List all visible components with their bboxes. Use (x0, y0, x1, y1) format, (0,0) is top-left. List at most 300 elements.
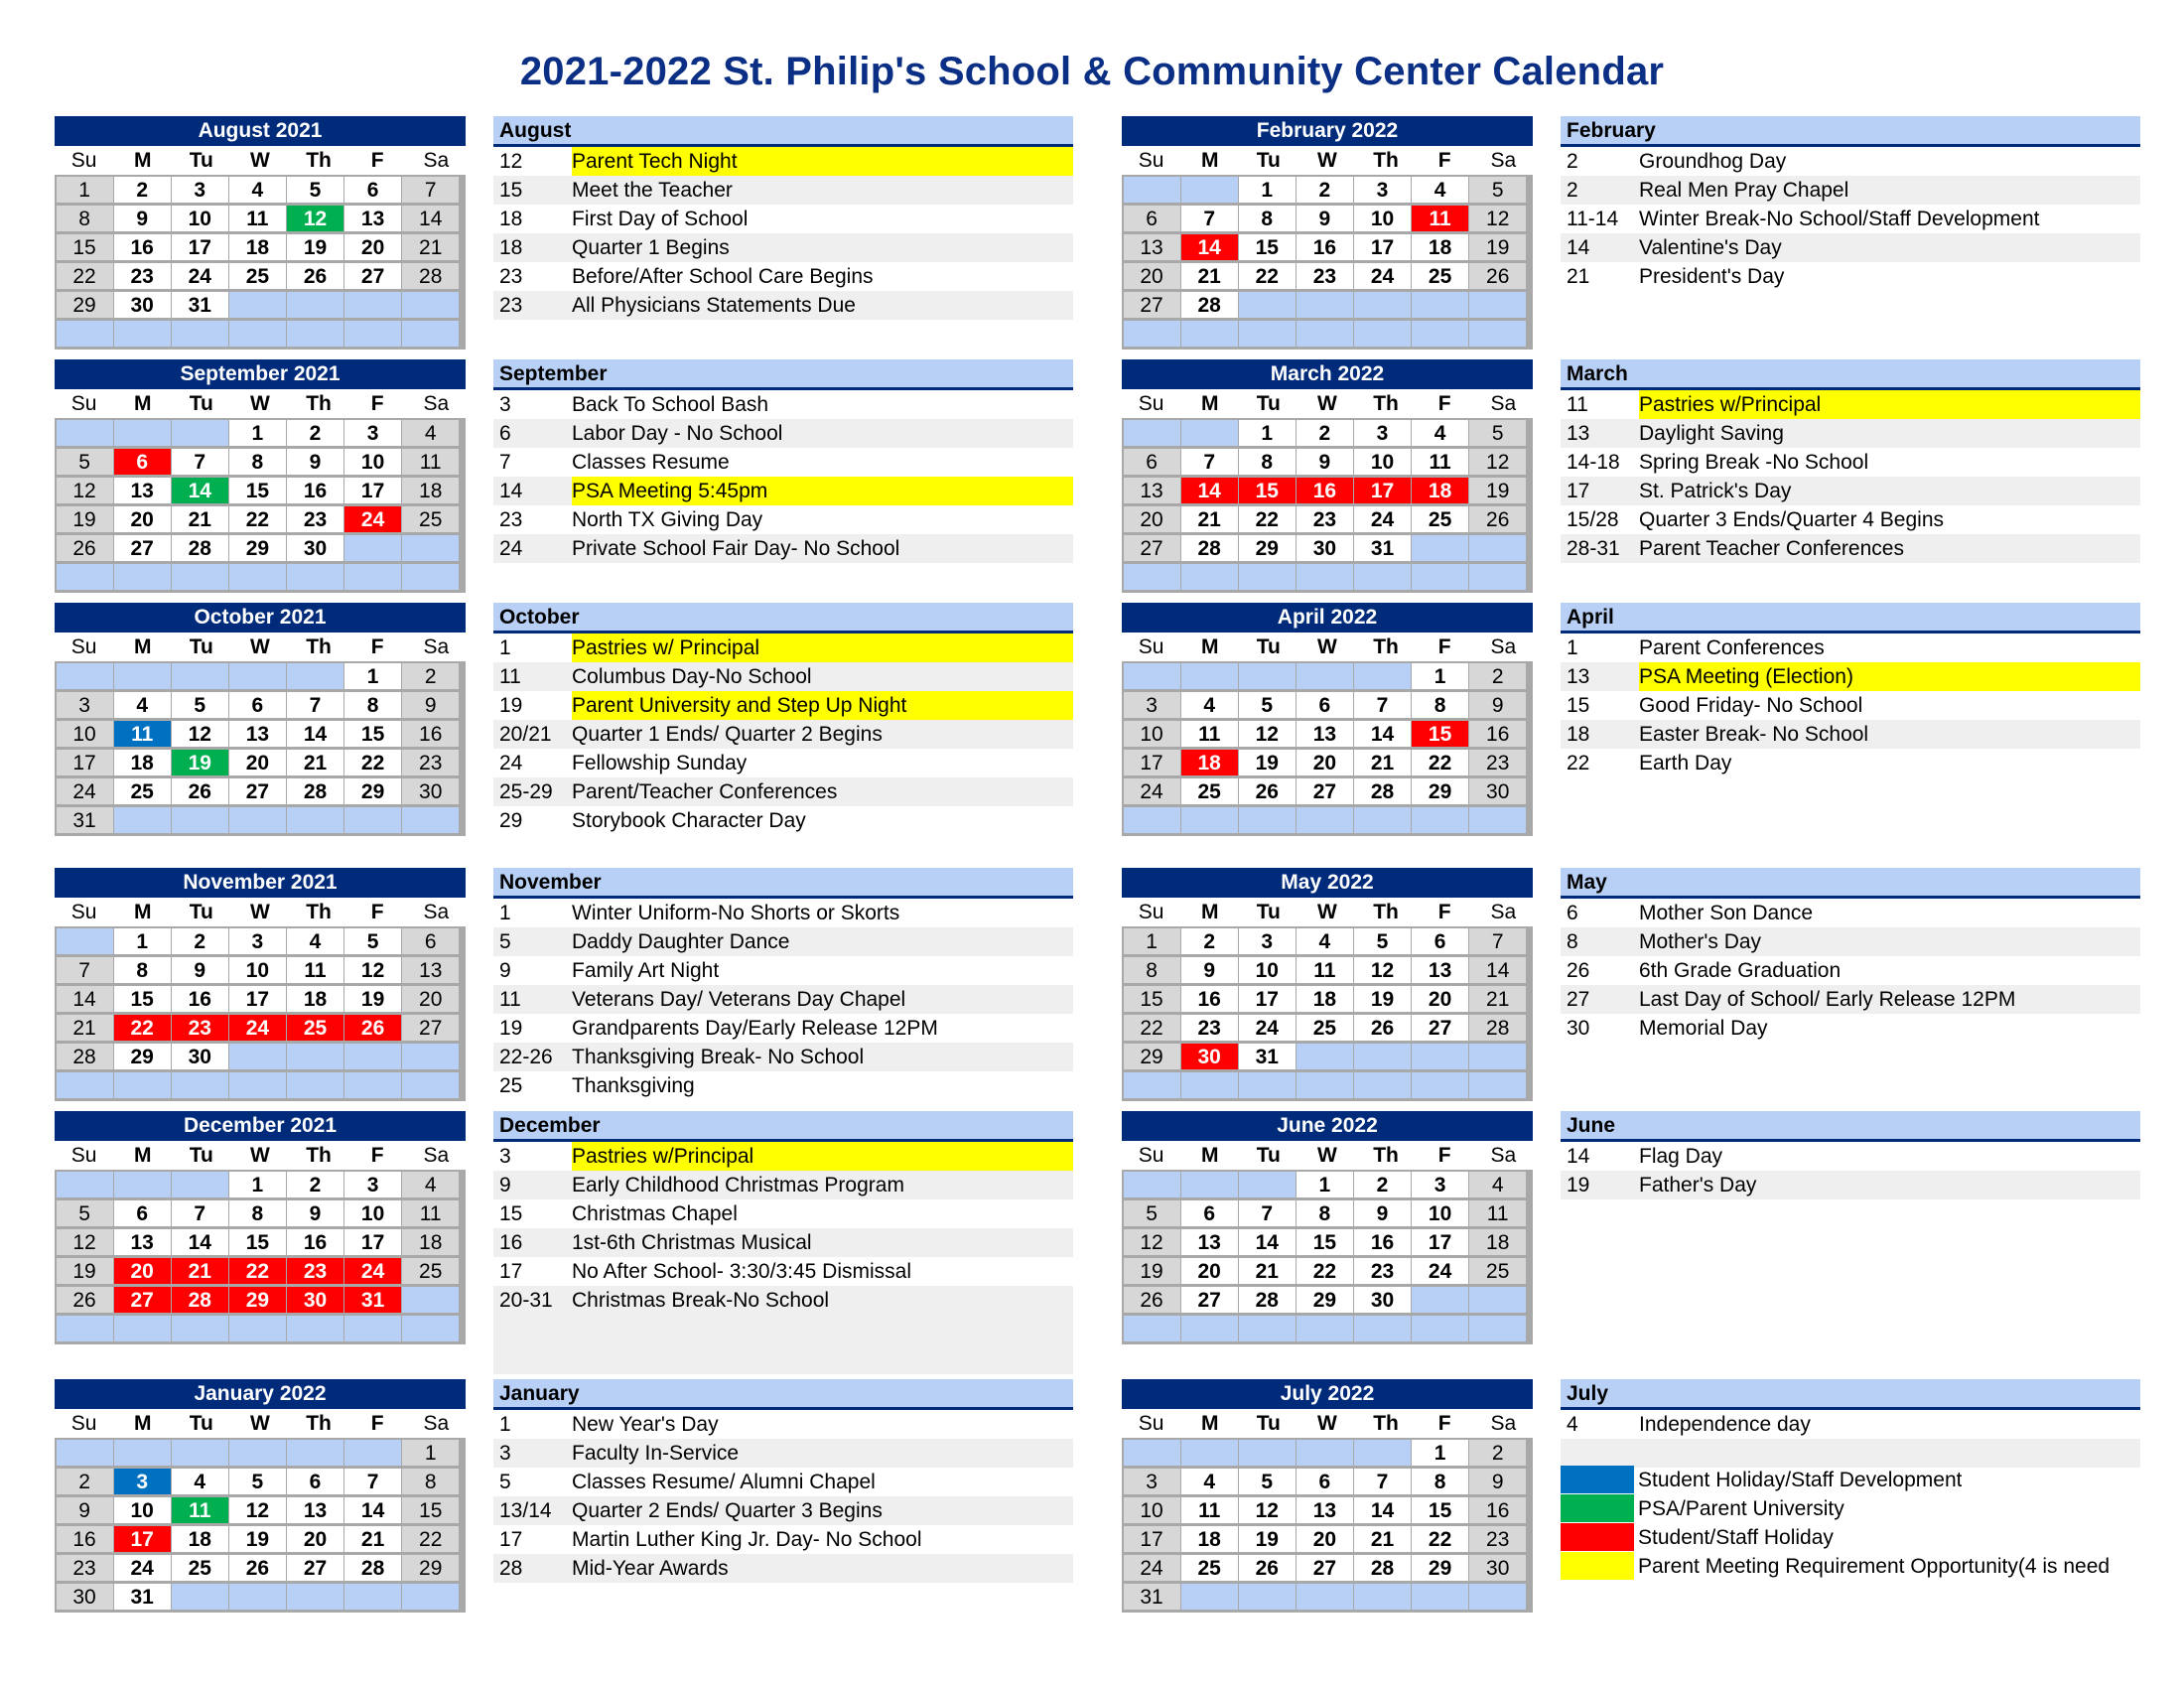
day-cell: 12 (57, 1229, 113, 1255)
event-row (493, 1071, 1073, 1100)
day-cell (1239, 1584, 1296, 1610)
day-cell: 19 (344, 986, 401, 1012)
day-cell (1239, 1440, 1296, 1466)
day-cell: 14 (1354, 721, 1411, 747)
weekday-label: Tu (1256, 149, 1281, 172)
day-cell (1181, 663, 1238, 689)
day-cell: 16 (1469, 721, 1526, 747)
day-cell: 19 (1469, 478, 1526, 503)
event-name: Groundhog Day (1639, 150, 1787, 173)
event-date: 14 (1567, 236, 1590, 259)
day-cell (402, 1584, 459, 1610)
event-date: 7 (499, 451, 511, 474)
weekday-label: W (1317, 149, 1337, 172)
day-cell: 1 (229, 420, 286, 446)
day-cell: 12 (1469, 449, 1526, 475)
weekday-label: M (1200, 1144, 1219, 1167)
day-cell: 6 (287, 1469, 343, 1494)
event-date: 29 (499, 809, 523, 832)
day-cell: 5 (1354, 928, 1411, 954)
event-row (493, 1171, 1073, 1199)
event-date: 9 (499, 1174, 511, 1196)
day-cell: 19 (1124, 1258, 1180, 1284)
day-cell: 10 (1354, 206, 1411, 231)
day-cell: 5 (1469, 420, 1526, 446)
event-row (493, 147, 1073, 176)
weekday-label: Tu (189, 392, 213, 415)
day-cell: 2 (287, 1172, 343, 1197)
event-name: Good Friday- No School (1639, 694, 1863, 717)
week-row (56, 505, 465, 534)
week-row (1123, 806, 1532, 835)
day-cell (344, 1044, 401, 1069)
event-date: 8 (1567, 930, 1578, 953)
event-date: 6 (499, 422, 511, 445)
day-cell: 6 (114, 449, 171, 475)
events-title: March (1561, 359, 2140, 390)
day-cell (1354, 1440, 1411, 1466)
month-events (1561, 359, 2140, 563)
day-cell: 27 (114, 535, 171, 561)
day-cell (114, 807, 171, 833)
day-cell: 7 (402, 177, 459, 203)
event-name: Pastries w/Principal (572, 1142, 1073, 1171)
day-cell: 8 (1412, 692, 1468, 718)
event-row (1561, 262, 2140, 291)
day-cell (287, 1316, 343, 1341)
day-cell (1124, 1440, 1180, 1466)
day-cell (1412, 807, 1468, 833)
day-cell: 9 (1354, 1200, 1411, 1226)
month-calendar (1122, 603, 1533, 836)
day-cell (1297, 292, 1353, 318)
day-cell (1469, 807, 1526, 833)
month-days (55, 661, 466, 836)
event-row (493, 1496, 1073, 1525)
day-cell (172, 420, 228, 446)
event-date: 1 (499, 1413, 511, 1436)
day-cell: 12 (172, 721, 228, 747)
month-days (1122, 175, 1533, 350)
event-row (1561, 749, 2140, 777)
day-cell: 4 (402, 420, 459, 446)
weekday-label: W (1317, 392, 1337, 415)
event-name: No After School- 3:30/3:45 Dismissal (572, 1260, 911, 1283)
week-row (1123, 777, 1532, 806)
page-title: 2021-2022 St. Philip's School & Community Center Calendar (519, 50, 1665, 93)
day-cell (172, 1440, 228, 1466)
day-cell: 25 (114, 778, 171, 804)
weekday-label: W (250, 1144, 270, 1167)
day-cell: 6 (402, 928, 459, 954)
day-cell (1297, 1316, 1353, 1341)
day-cell: 2 (287, 420, 343, 446)
weekday-label: Su (70, 901, 97, 923)
event-row (1561, 390, 2140, 419)
day-cell (229, 1584, 286, 1610)
event-name: Quarter 1 Ends/ Quarter 2 Begins (572, 723, 883, 746)
week-row (1123, 1315, 1532, 1343)
month-calendar (1122, 1111, 1533, 1344)
weekday-label: F (1437, 1412, 1451, 1435)
month-events (1561, 603, 2140, 777)
day-cell: 7 (344, 1469, 401, 1494)
event-name: Pastries w/Principal (1639, 390, 2140, 419)
event-date: 14-18 (1567, 451, 1620, 474)
event-row (493, 1439, 1073, 1468)
event-name: All Physicians Statements Due (572, 294, 856, 317)
day-cell: 1 (229, 1172, 286, 1197)
event-name: Real Men Pray Chapel (1639, 179, 1849, 202)
day-cell: 20 (114, 1258, 171, 1284)
week-row (1123, 1583, 1532, 1612)
event-date: 22 (1567, 752, 1590, 774)
event-date: 22-26 (499, 1046, 553, 1068)
week-row (56, 477, 465, 505)
day-cell: 21 (57, 1015, 113, 1041)
day-cell: 9 (114, 206, 171, 231)
day-cell (1354, 663, 1411, 689)
day-cell (287, 292, 343, 318)
day-cell: 3 (1354, 177, 1411, 203)
month-days (1122, 661, 1533, 836)
week-row (56, 419, 465, 448)
day-cell: 28 (1181, 292, 1238, 318)
day-cell: 11 (172, 1497, 228, 1523)
day-cell: 6 (1412, 928, 1468, 954)
weekday-label: Tu (189, 1144, 213, 1167)
day-cell (172, 1584, 228, 1610)
weekday-label: W (1317, 635, 1337, 658)
day-cell: 23 (287, 1258, 343, 1284)
month-events (1561, 1111, 2140, 1199)
day-cell (1469, 535, 1526, 561)
day-cell: 17 (57, 750, 113, 775)
day-cell: 23 (1297, 506, 1353, 532)
week-row (56, 1228, 465, 1257)
event-row (1561, 720, 2140, 749)
week-row (56, 1199, 465, 1228)
day-cell (1181, 1316, 1238, 1341)
week-row (1123, 320, 1532, 349)
day-cell: 21 (1181, 506, 1238, 532)
event-date: 14 (1567, 1145, 1590, 1168)
day-cell: 8 (1297, 1200, 1353, 1226)
day-cell: 27 (1412, 1015, 1468, 1041)
weekday-label: Su (70, 392, 97, 415)
day-cell (114, 564, 171, 590)
day-cell: 15 (344, 721, 401, 747)
weekday-label: M (133, 901, 152, 923)
day-cell: 13 (287, 1497, 343, 1523)
day-cell: 7 (1239, 1200, 1296, 1226)
day-cell (344, 292, 401, 318)
event-name: Parent Teacher Conferences (1639, 537, 1904, 560)
event-name: Thanksgiving (572, 1074, 695, 1097)
day-cell: 26 (1239, 778, 1296, 804)
day-cell: 3 (344, 420, 401, 446)
day-cell: 5 (1239, 692, 1296, 718)
day-cell: 23 (1469, 1526, 1526, 1552)
event-name: President's Day (1639, 265, 1785, 288)
day-cell (1469, 1316, 1526, 1341)
day-cell: 20 (287, 1526, 343, 1552)
event-row (1561, 1171, 2140, 1199)
day-cell: 4 (1181, 692, 1238, 718)
day-cell: 6 (1124, 449, 1180, 475)
weekday-label: M (133, 1144, 152, 1167)
week-row (1123, 691, 1532, 720)
day-cell (57, 1316, 113, 1341)
week-row (56, 1286, 465, 1315)
event-name: Early Childhood Christmas Program (572, 1174, 904, 1196)
event-name: Winter Uniform-No Shorts or Skorts (572, 902, 900, 924)
weekday-label: F (1437, 149, 1451, 172)
weekday-header (1122, 146, 1533, 175)
day-cell: 29 (1412, 778, 1468, 804)
event-date: 11 (499, 665, 521, 688)
day-cell (1412, 535, 1468, 561)
week-row (56, 777, 465, 806)
event-name: Veterans Day/ Veterans Day Chapel (572, 988, 906, 1011)
weekday-label: W (1317, 1412, 1337, 1435)
day-cell: 6 (229, 692, 286, 718)
month-days (55, 926, 466, 1101)
day-cell: 15 (1412, 721, 1468, 747)
day-cell (1239, 292, 1296, 318)
event-name: Spring Break -No School (1639, 451, 1869, 474)
weekday-label: Th (306, 149, 332, 172)
day-cell: 1 (344, 663, 401, 689)
day-cell (1469, 321, 1526, 347)
day-cell (229, 564, 286, 590)
day-cell (57, 1440, 113, 1466)
event-row (1561, 1142, 2140, 1171)
day-cell: 15 (1297, 1229, 1353, 1255)
day-cell: 21 (1239, 1258, 1296, 1284)
weekday-label: Su (1138, 635, 1164, 658)
day-cell: 12 (1469, 206, 1526, 231)
day-cell: 15 (1239, 478, 1296, 503)
weekday-label: Sa (423, 1412, 450, 1435)
day-cell: 13 (344, 206, 401, 231)
day-cell: 18 (1412, 478, 1468, 503)
day-cell (229, 807, 286, 833)
event-date: 16 (499, 1231, 523, 1254)
week-row (1123, 1496, 1532, 1525)
day-cell: 17 (1354, 234, 1411, 260)
week-row (1123, 1071, 1532, 1100)
events-title: January (493, 1379, 1073, 1410)
day-cell: 5 (57, 1200, 113, 1226)
day-cell: 20 (1297, 750, 1353, 775)
weekday-label: Sa (1490, 635, 1517, 658)
day-cell: 5 (287, 177, 343, 203)
event-row (493, 233, 1073, 262)
week-row (56, 1315, 465, 1343)
day-cell: 25 (1412, 263, 1468, 289)
day-cell (57, 1072, 113, 1098)
week-row (56, 1468, 465, 1496)
event-name: Pastries w/ Principal (572, 633, 1073, 662)
day-cell (1297, 321, 1353, 347)
week-row (1123, 205, 1532, 233)
week-row (1123, 1468, 1532, 1496)
week-row (56, 448, 465, 477)
day-cell: 20 (1124, 263, 1180, 289)
event-name: Classes Resume (572, 451, 730, 474)
day-cell: 6 (1124, 206, 1180, 231)
event-row (1561, 985, 2140, 1014)
weekday-label: Su (70, 1144, 97, 1167)
month-events (493, 116, 1073, 320)
event-name: Mother Son Dance (1639, 902, 1814, 924)
day-cell: 22 (344, 750, 401, 775)
week-row (1123, 1439, 1532, 1468)
day-cell (57, 564, 113, 590)
weekday-label: Sa (423, 149, 450, 172)
events-title: October (493, 603, 1073, 633)
weekday-label: Th (306, 392, 332, 415)
event-name: Parent University and Step Up Night (572, 691, 1073, 720)
legend-item (1561, 1552, 2146, 1581)
day-cell (229, 1044, 286, 1069)
weekday-label: W (250, 1412, 270, 1435)
day-cell: 24 (172, 263, 228, 289)
weekday-label: M (1200, 635, 1219, 658)
day-cell: 19 (1239, 750, 1296, 775)
event-date: 24 (499, 752, 523, 774)
day-cell: 24 (1239, 1015, 1296, 1041)
event-row (493, 1554, 1073, 1583)
weekday-label: M (133, 635, 152, 658)
day-cell: 4 (114, 692, 171, 718)
event-name: Faculty In-Service (572, 1442, 740, 1465)
day-cell: 13 (402, 957, 459, 983)
day-cell: 14 (1181, 234, 1238, 260)
day-cell (229, 321, 286, 347)
weekday-label: F (370, 392, 384, 415)
day-cell: 24 (1124, 778, 1180, 804)
month-title: January 2022 (55, 1379, 466, 1409)
month-calendar (55, 359, 466, 593)
day-cell (402, 564, 459, 590)
event-date: 20/21 (499, 723, 552, 746)
day-cell: 31 (1354, 535, 1411, 561)
weekday-label: Sa (1490, 1144, 1517, 1167)
event-date: 23 (499, 508, 523, 531)
month-title: July 2022 (1122, 1379, 1533, 1409)
weekday-label: W (1317, 901, 1337, 923)
day-cell: 10 (1239, 957, 1296, 983)
day-cell: 11 (402, 1200, 459, 1226)
day-cell: 1 (1239, 177, 1296, 203)
day-cell: 10 (1124, 1497, 1180, 1523)
weekday-header (55, 146, 466, 175)
event-row (493, 1043, 1073, 1071)
day-cell: 7 (1469, 928, 1526, 954)
day-cell (229, 292, 286, 318)
day-cell: 15 (229, 478, 286, 503)
day-cell (1239, 1072, 1296, 1098)
event-row (1561, 1410, 2140, 1439)
day-cell: 14 (1181, 478, 1238, 503)
event-date: 3 (499, 1442, 511, 1465)
event-row (493, 777, 1073, 806)
day-cell: 9 (1469, 692, 1526, 718)
day-cell: 18 (1181, 1526, 1238, 1552)
day-cell: 25 (402, 506, 459, 532)
weekday-label: M (1200, 901, 1219, 923)
day-cell: 31 (57, 807, 113, 833)
day-cell (402, 807, 459, 833)
weekday-header (55, 1409, 466, 1438)
day-cell (1181, 1584, 1238, 1610)
month-calendar (55, 1111, 466, 1344)
day-cell: 28 (1239, 1287, 1296, 1313)
day-cell: 6 (114, 1200, 171, 1226)
weekday-label: W (250, 635, 270, 658)
day-cell: 10 (114, 1497, 171, 1523)
week-row (56, 720, 465, 749)
day-cell: 7 (172, 449, 228, 475)
day-cell: 20 (1124, 506, 1180, 532)
day-cell: 16 (287, 478, 343, 503)
event-row (1561, 505, 2140, 534)
day-cell: 8 (229, 449, 286, 475)
day-cell: 21 (402, 234, 459, 260)
event-row (493, 1525, 1073, 1554)
day-cell: 21 (1354, 1526, 1411, 1552)
day-cell: 28 (172, 1287, 228, 1313)
day-cell: 28 (1469, 1015, 1526, 1041)
day-cell: 8 (1239, 449, 1296, 475)
day-cell: 10 (229, 957, 286, 983)
event-name: Winter Break-No School/Staff Development (1639, 208, 2040, 230)
day-cell: 28 (344, 1555, 401, 1581)
day-cell: 7 (1354, 1469, 1411, 1494)
day-cell: 22 (229, 506, 286, 532)
weekday-label: Sa (423, 901, 450, 923)
day-cell: 2 (1469, 663, 1526, 689)
weekday-label: Su (70, 1412, 97, 1435)
event-row (1561, 1014, 2140, 1043)
day-cell: 11 (1412, 206, 1468, 231)
day-cell: 29 (344, 778, 401, 804)
event-row (1561, 691, 2140, 720)
day-cell: 4 (1181, 1469, 1238, 1494)
events-title: November (493, 868, 1073, 899)
week-row (56, 1439, 465, 1468)
day-cell: 29 (1239, 535, 1296, 561)
day-cell: 4 (1412, 177, 1468, 203)
day-cell: 25 (1469, 1258, 1526, 1284)
day-cell: 18 (287, 986, 343, 1012)
day-cell: 17 (1239, 986, 1296, 1012)
event-date: 1 (499, 902, 511, 924)
event-date: 3 (499, 1145, 511, 1168)
event-row (493, 985, 1073, 1014)
month-days (1122, 1438, 1533, 1613)
event-date: 2 (1567, 179, 1578, 202)
day-cell: 30 (287, 1287, 343, 1313)
day-cell: 4 (172, 1469, 228, 1494)
event-row (493, 262, 1073, 291)
day-cell: 13 (1181, 1229, 1238, 1255)
day-cell: 28 (287, 778, 343, 804)
month-days (55, 1170, 466, 1344)
event-date: 13 (1567, 422, 1590, 445)
